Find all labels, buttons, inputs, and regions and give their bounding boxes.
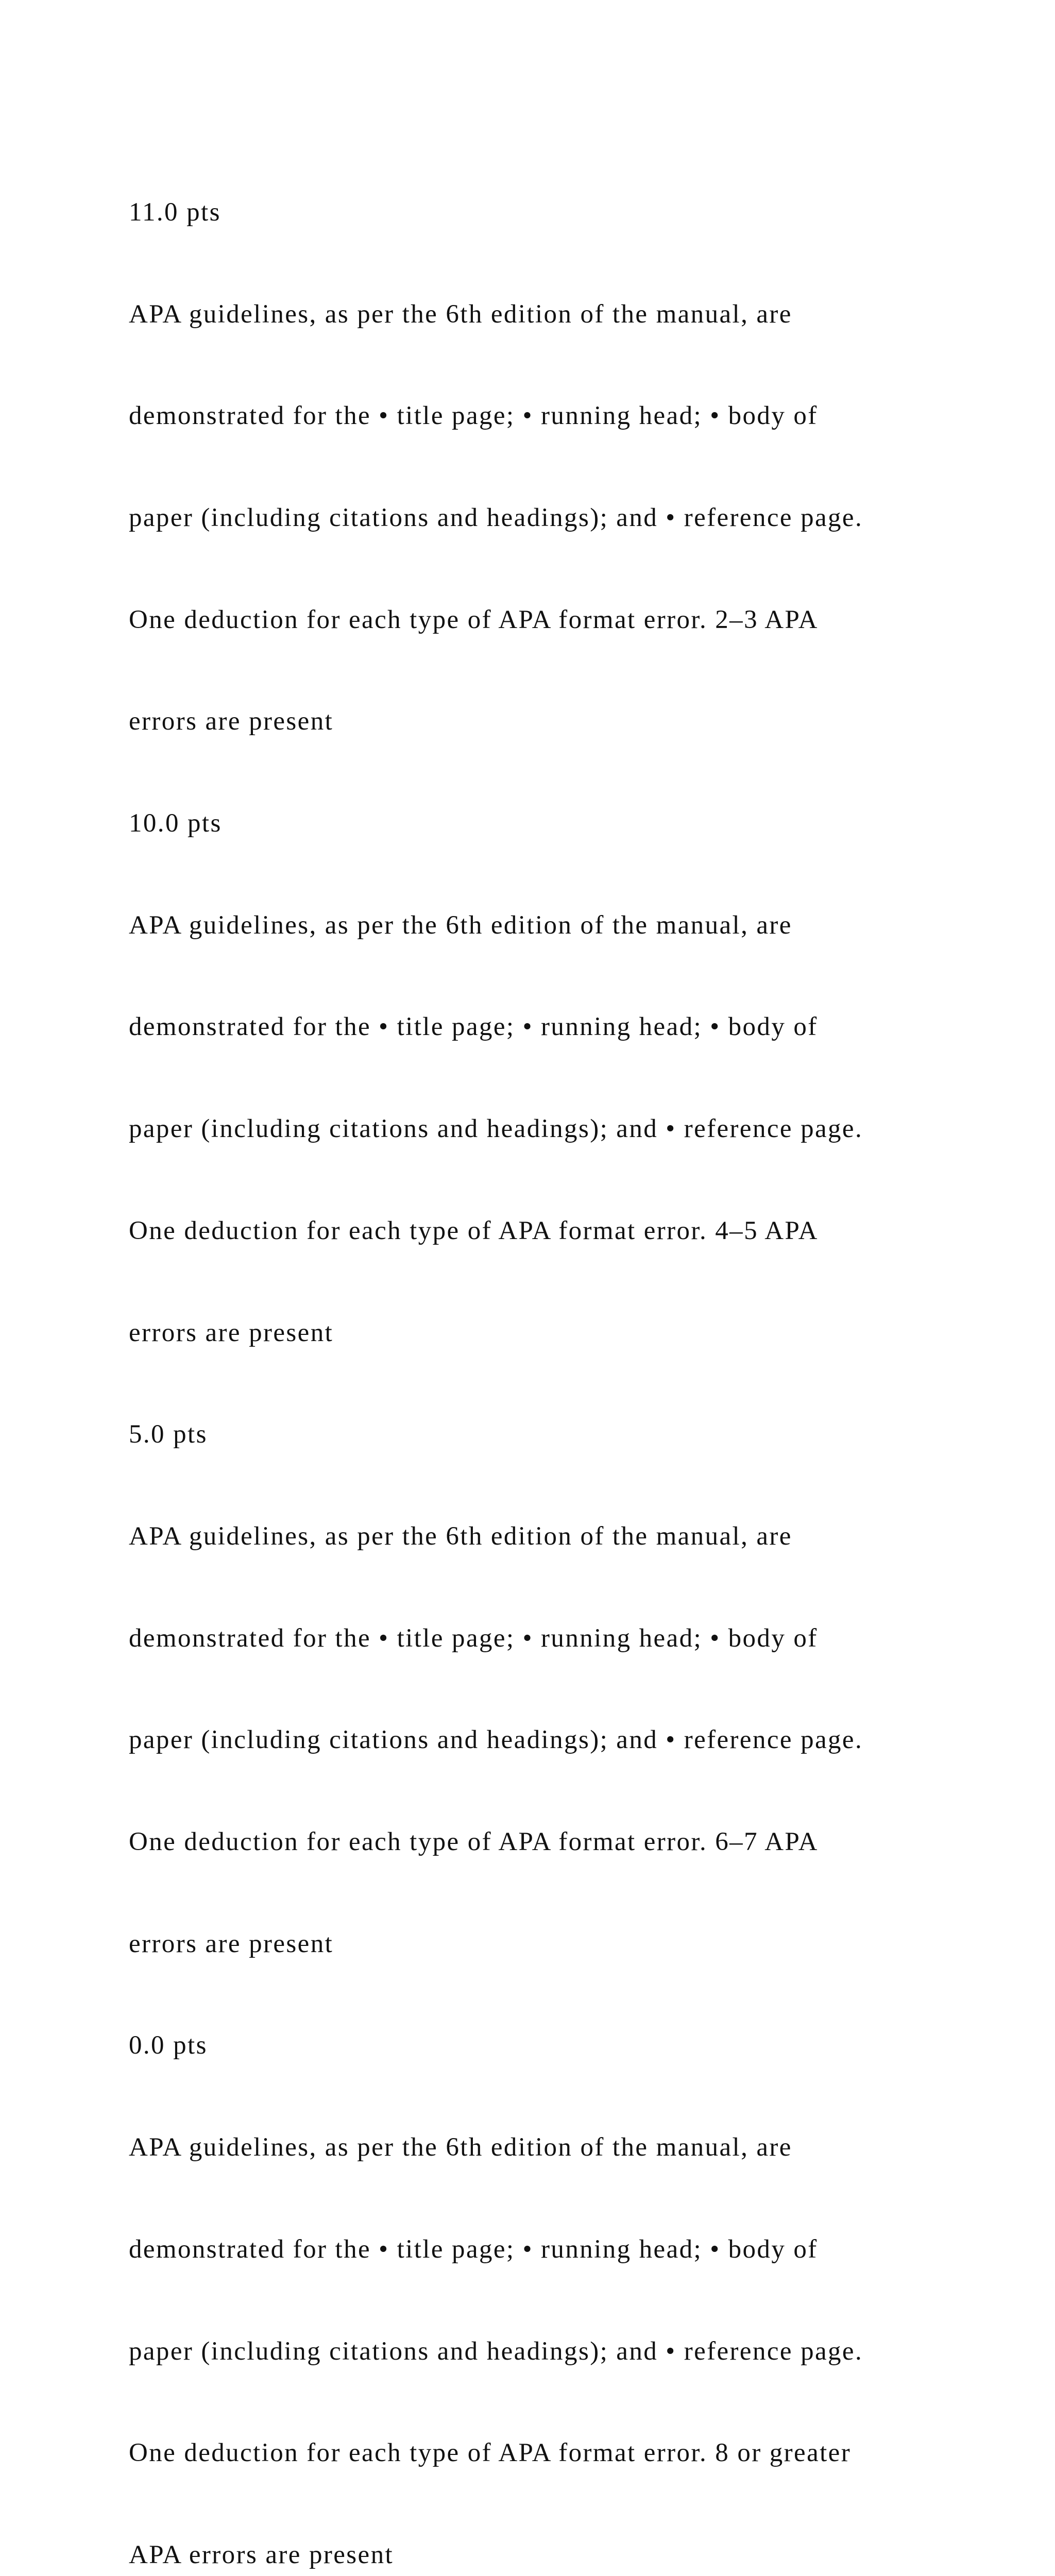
- text-line: demonstrated for the • title page; • running head; • body of: [129, 2234, 818, 2264]
- text-line: 0.0 pts: [129, 2031, 208, 2060]
- text-line: APA guidelines, as per the 6th edition of the manual, are: [129, 910, 792, 940]
- text-line: paper (including citations and headings); and • reference page.: [129, 1725, 863, 1755]
- text-line: paper (including citations and headings); and • reference page.: [129, 503, 863, 532]
- text-line: errors are present: [129, 1318, 334, 1347]
- text-line: APA guidelines, as per the 6th edition of the manual, are: [129, 299, 792, 329]
- text-line: One deduction for each type of APA format error. 6–7 APA: [129, 1827, 819, 1857]
- text-line: demonstrated for the • title page; • running head; • body of: [129, 401, 818, 431]
- text-line: 5.0 pts: [129, 1420, 208, 1449]
- text-line: errors are present: [129, 1929, 334, 1958]
- text-line: errors are present: [129, 707, 334, 736]
- text-line: 10.0 pts: [129, 809, 222, 838]
- text-line: One deduction for each type of APA format error. 2–3 APA: [129, 605, 819, 634]
- document-body: [129, 128, 979, 2576]
- text-line: APA errors are present: [129, 2540, 394, 2569]
- text-line: 11.0 pts: [129, 197, 221, 227]
- text-line: One deduction for each type of APA format error. 8 or greater: [129, 2438, 852, 2468]
- text-line: One deduction for each type of APA format error. 4–5 APA: [129, 1216, 819, 1245]
- text-line: APA guidelines, as per the 6th edition of the manual, are: [129, 2133, 792, 2162]
- text-line: paper (including citations and headings); and • reference page.: [129, 1114, 863, 1144]
- text-line: APA guidelines, as per the 6th edition of the manual, are: [129, 1521, 792, 1551]
- text-line: demonstrated for the • title page; • running head; • body of: [129, 1623, 818, 1653]
- text-line: paper (including citations and headings); and • reference page.: [129, 2336, 863, 2366]
- text-line: demonstrated for the • title page; • running head; • body of: [129, 1012, 818, 1042]
